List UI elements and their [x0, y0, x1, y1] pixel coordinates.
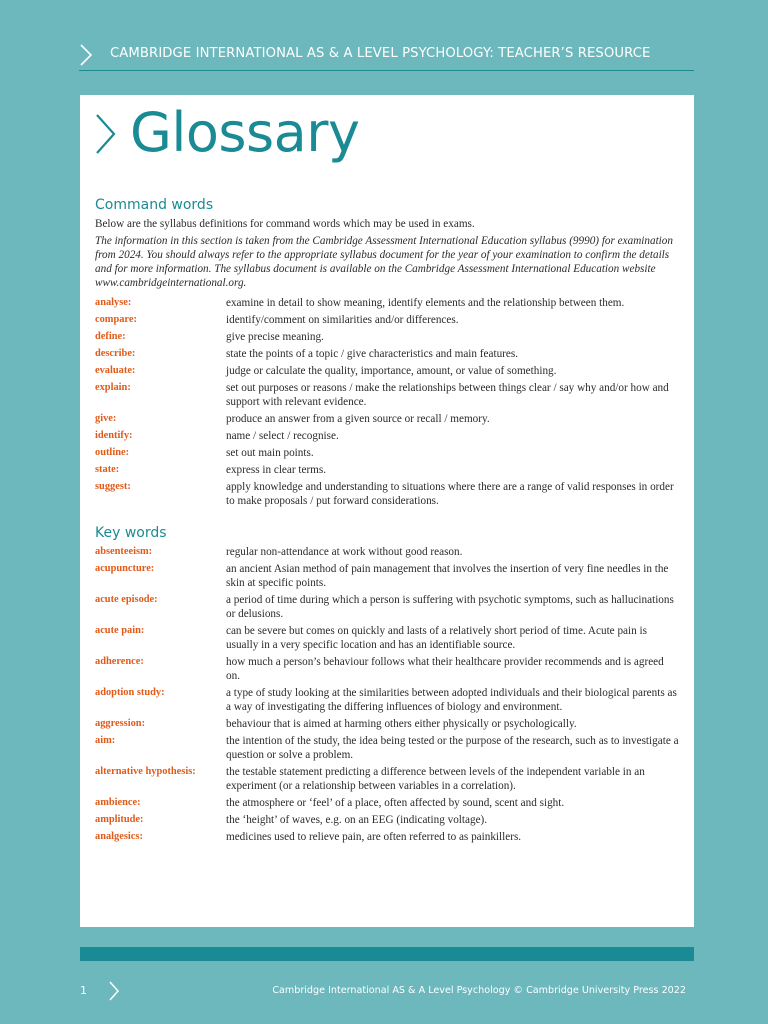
- term: amplitude:: [95, 814, 144, 825]
- term: state:: [95, 464, 120, 475]
- term: adherence:: [95, 656, 144, 667]
- list-item: [95, 562, 679, 590]
- definition: the ‘height’ of waves, e.g. on an EEG (indicating voltage).: [226, 814, 488, 826]
- definition: set out main points.: [226, 447, 314, 459]
- chevron-right-icon: [95, 113, 117, 155]
- term: acute episode:: [95, 594, 158, 605]
- definition: how much a person’s behaviour follows what their healthcare provider recommends and is agreed on.: [226, 656, 664, 682]
- definition: produce an answer from a given source or recall / memory.: [226, 413, 490, 425]
- definition: behaviour that is aimed at harming others either physically or psychologically.: [226, 718, 577, 730]
- page-panel: [80, 95, 694, 927]
- term: acute pain:: [95, 625, 145, 636]
- footer-bar: [80, 947, 694, 961]
- definition: medicines used to relieve pain, are often referred to as painkillers.: [226, 831, 522, 843]
- list-item: [95, 813, 679, 827]
- list-item: [95, 429, 679, 443]
- page-title: Glossary: [130, 101, 360, 164]
- list-item: [95, 624, 679, 652]
- term: compare:: [95, 314, 137, 325]
- definition: the intention of the study, the idea being tested or the purpose of the research, such as to investigate a question or solve a problem.: [226, 735, 679, 761]
- key-words-heading: Key words: [95, 525, 167, 541]
- key-words-list: [95, 545, 679, 844]
- list-item: [95, 330, 679, 344]
- chevron-right-icon: [79, 44, 93, 66]
- term: define:: [95, 331, 126, 342]
- list-item: [95, 296, 679, 310]
- definition: apply knowledge and understanding to situations where there are a range of valid responses in order to make proposals / put forward considerations.: [226, 481, 674, 507]
- list-item: [95, 381, 679, 409]
- term: ambience:: [95, 797, 141, 808]
- list-item: [95, 796, 679, 810]
- definition: state the points of a topic / give characteristics and main features.: [226, 348, 519, 360]
- command-words-heading: Command words: [95, 197, 214, 213]
- definition: express in clear terms.: [226, 464, 327, 476]
- list-item: [95, 686, 679, 714]
- term: evaluate:: [95, 365, 136, 376]
- definition: can be severe but comes on quickly and lasts of a relatively short period of time. Acute pain is usually in a very specific location and has an identifiable source.: [226, 625, 647, 651]
- term: explain:: [95, 382, 131, 393]
- chevron-right-icon: [108, 981, 120, 1001]
- list-item: [95, 655, 679, 683]
- command-words-intro: Below are the syllabus definitions for command words which may be used in exams.: [95, 218, 475, 230]
- section-spacer: [95, 511, 679, 525]
- list-item: [95, 364, 679, 378]
- definition: give precise meaning.: [226, 331, 324, 343]
- copyright-notice: Cambridge International AS & A Level Psychology © Cambridge University Press 2022: [272, 985, 686, 996]
- glossary-content: [95, 197, 679, 847]
- list-item: [95, 734, 679, 762]
- definition: examine in detail to show meaning, identify elements and the relationship between them.: [226, 297, 625, 309]
- list-item: [95, 765, 679, 793]
- term: analgesics:: [95, 831, 143, 842]
- definition: set out purposes or reasons / make the relationships between things clear / say why and/or how and support with relevant evidence.: [226, 382, 669, 408]
- list-item: [95, 545, 679, 559]
- page-number: 1: [80, 984, 87, 997]
- list-item: [95, 347, 679, 361]
- list-item: [95, 593, 679, 621]
- term: aim:: [95, 735, 116, 746]
- definition: a type of study looking at the similarities between adopted individuals and their biological parents as a way of investigating the differing influences of biology and environment.: [226, 687, 677, 713]
- term: outline:: [95, 447, 130, 458]
- term: give:: [95, 413, 117, 424]
- definition: identify/comment on similarities and/or differences.: [226, 314, 459, 326]
- list-item: [95, 463, 679, 477]
- definition: judge or calculate the quality, importance, amount, or value of something.: [226, 365, 557, 377]
- list-item: [95, 446, 679, 460]
- term: identify:: [95, 430, 133, 441]
- term: aggression:: [95, 718, 146, 729]
- term: adoption study:: [95, 687, 165, 698]
- term: suggest:: [95, 481, 131, 492]
- term: absenteeism:: [95, 546, 153, 557]
- definition: regular non-attendance at work without good reason.: [226, 546, 463, 558]
- list-item: [95, 313, 679, 327]
- definition: a period of time during which a person is suffering with psychotic symptoms, such as hallucinations or delusions.: [226, 594, 674, 620]
- term: acupuncture:: [95, 563, 155, 574]
- definition: name / select / recognise.: [226, 430, 339, 442]
- term: describe:: [95, 348, 136, 359]
- definition: an ancient Asian method of pain management that involves the insertion of very fine needles in the skin at specific points.: [226, 563, 669, 589]
- header-title: CAMBRIDGE INTERNATIONAL AS & A LEVEL PSYCHOLOGY: TEACHER’S RESOURCE: [110, 46, 651, 61]
- list-item: [95, 830, 679, 844]
- command-words-note: The information in this section is taken from the Cambridge Assessment International Education syllabus (9990) for examination from 2024. You should always refer to the appropriate syllabus document for the year of your examination to confirm the details and for more information. The syllabus document is available on the Cambridge Assessment International Education website www.cambridgeinternational.org.: [95, 235, 673, 289]
- running-header: [0, 0, 768, 72]
- definition: the testable statement predicting a difference between levels of the independent variable in an experiment (or a relationship between variables in a correlation).: [226, 766, 645, 792]
- term: analyse:: [95, 297, 132, 308]
- list-item: [95, 412, 679, 426]
- list-item: [95, 480, 679, 508]
- definition: the atmosphere or ‘feel’ of a place, often affected by sound, scent and sight.: [226, 797, 565, 809]
- command-words-list: [95, 296, 679, 508]
- header-rule: [79, 70, 694, 71]
- term: alternative hypothesis:: [95, 766, 196, 777]
- list-item: [95, 717, 679, 731]
